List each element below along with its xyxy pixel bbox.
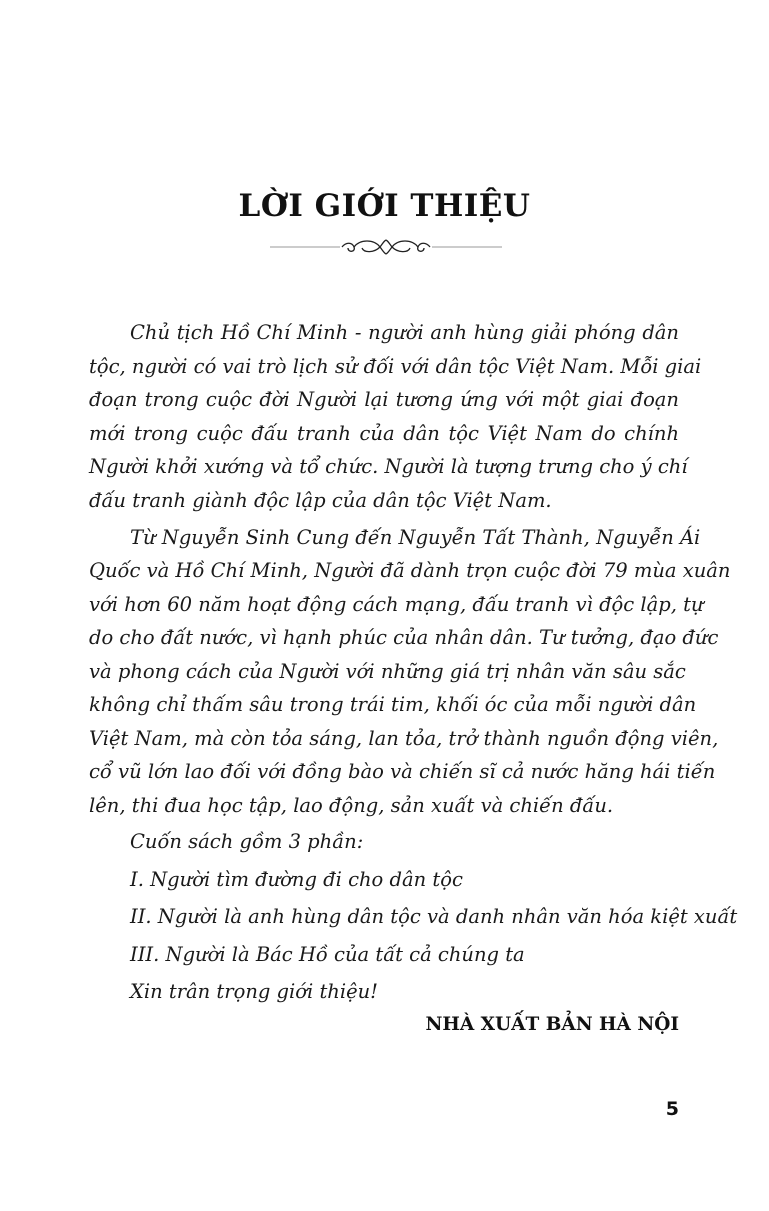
text-line: Chủ tịch Hồ Chí Minh - người anh hùng giải phóng dân xyxy=(130,321,679,344)
contents-list xyxy=(130,823,737,1011)
paragraph xyxy=(89,316,702,517)
list-item: I. Người tìm đường đi cho dân tộc xyxy=(130,867,463,891)
closing-line: Xin trân trọng giới thiệu! xyxy=(130,980,379,1003)
list-item: II. Người là anh hùng dân tộc và danh nhân văn hóa kiệt xuất xyxy=(130,905,738,928)
text-line: không chỉ thấm sâu trong trái tim, khối óc của mỗi người dân xyxy=(89,693,697,716)
text-line: tộc, người có vai trò lịch sử đối với dân tộc Việt Nam. Mỗi giai xyxy=(89,354,702,378)
text-line: Người khởi xướng và tổ chức. Người là tượng trưng cho ý chí xyxy=(89,455,688,478)
text-line: lên, thi đua học tập, lao động, sản xuất và chiến đấu. xyxy=(89,793,614,817)
ornament-divider-icon xyxy=(270,236,502,258)
paragraph xyxy=(89,521,731,823)
text-line: với hơn 60 năm hoạt động cách mạng, đấu tranh vì độc lập, tự xyxy=(89,592,704,616)
list-intro: Cuốn sách gồm 3 phần: xyxy=(130,830,364,853)
text-line: đấu tranh giành độc lập của dân tộc Việt Nam. xyxy=(89,488,552,512)
publisher-signature: NHÀ XUẤT BẢN HÀ NỘI xyxy=(425,1014,679,1035)
text-line: đoạn trong cuộc đời Người lại tương ứng với một giai đoạn xyxy=(89,388,679,411)
page-number: 5 xyxy=(665,1098,679,1120)
text-line: cổ vũ lớn lao đối với đồng bào và chiến sĩ cả nước hăng hái tiến xyxy=(89,760,716,783)
list-item: III. Người là Bác Hồ của tất cả chúng ta xyxy=(130,942,525,966)
text-line: Quốc và Hồ Chí Minh, Người đã dành trọn cuộc đời 79 mùa xuân xyxy=(89,559,731,582)
text-line: và phong cách của Người với những giá trị nhân văn sâu sắc xyxy=(89,659,686,683)
text-line: mới trong cuộc đấu tranh của dân tộc Việt Nam do chính xyxy=(89,421,679,445)
body-text xyxy=(89,316,731,826)
text-line: Việt Nam, mà còn tỏa sáng, lan tỏa, trở thành nguồn động viên, xyxy=(89,726,719,750)
page-title: LỜI GIỚI THIỆU xyxy=(238,188,531,224)
text-line: do cho đất nước, vì hạnh phúc của nhân dân. Tư tưởng, đạo đức xyxy=(89,626,719,649)
text-line: Từ Nguyễn Sinh Cung đến Nguyễn Tất Thành, Nguyễn Ái xyxy=(130,525,701,549)
